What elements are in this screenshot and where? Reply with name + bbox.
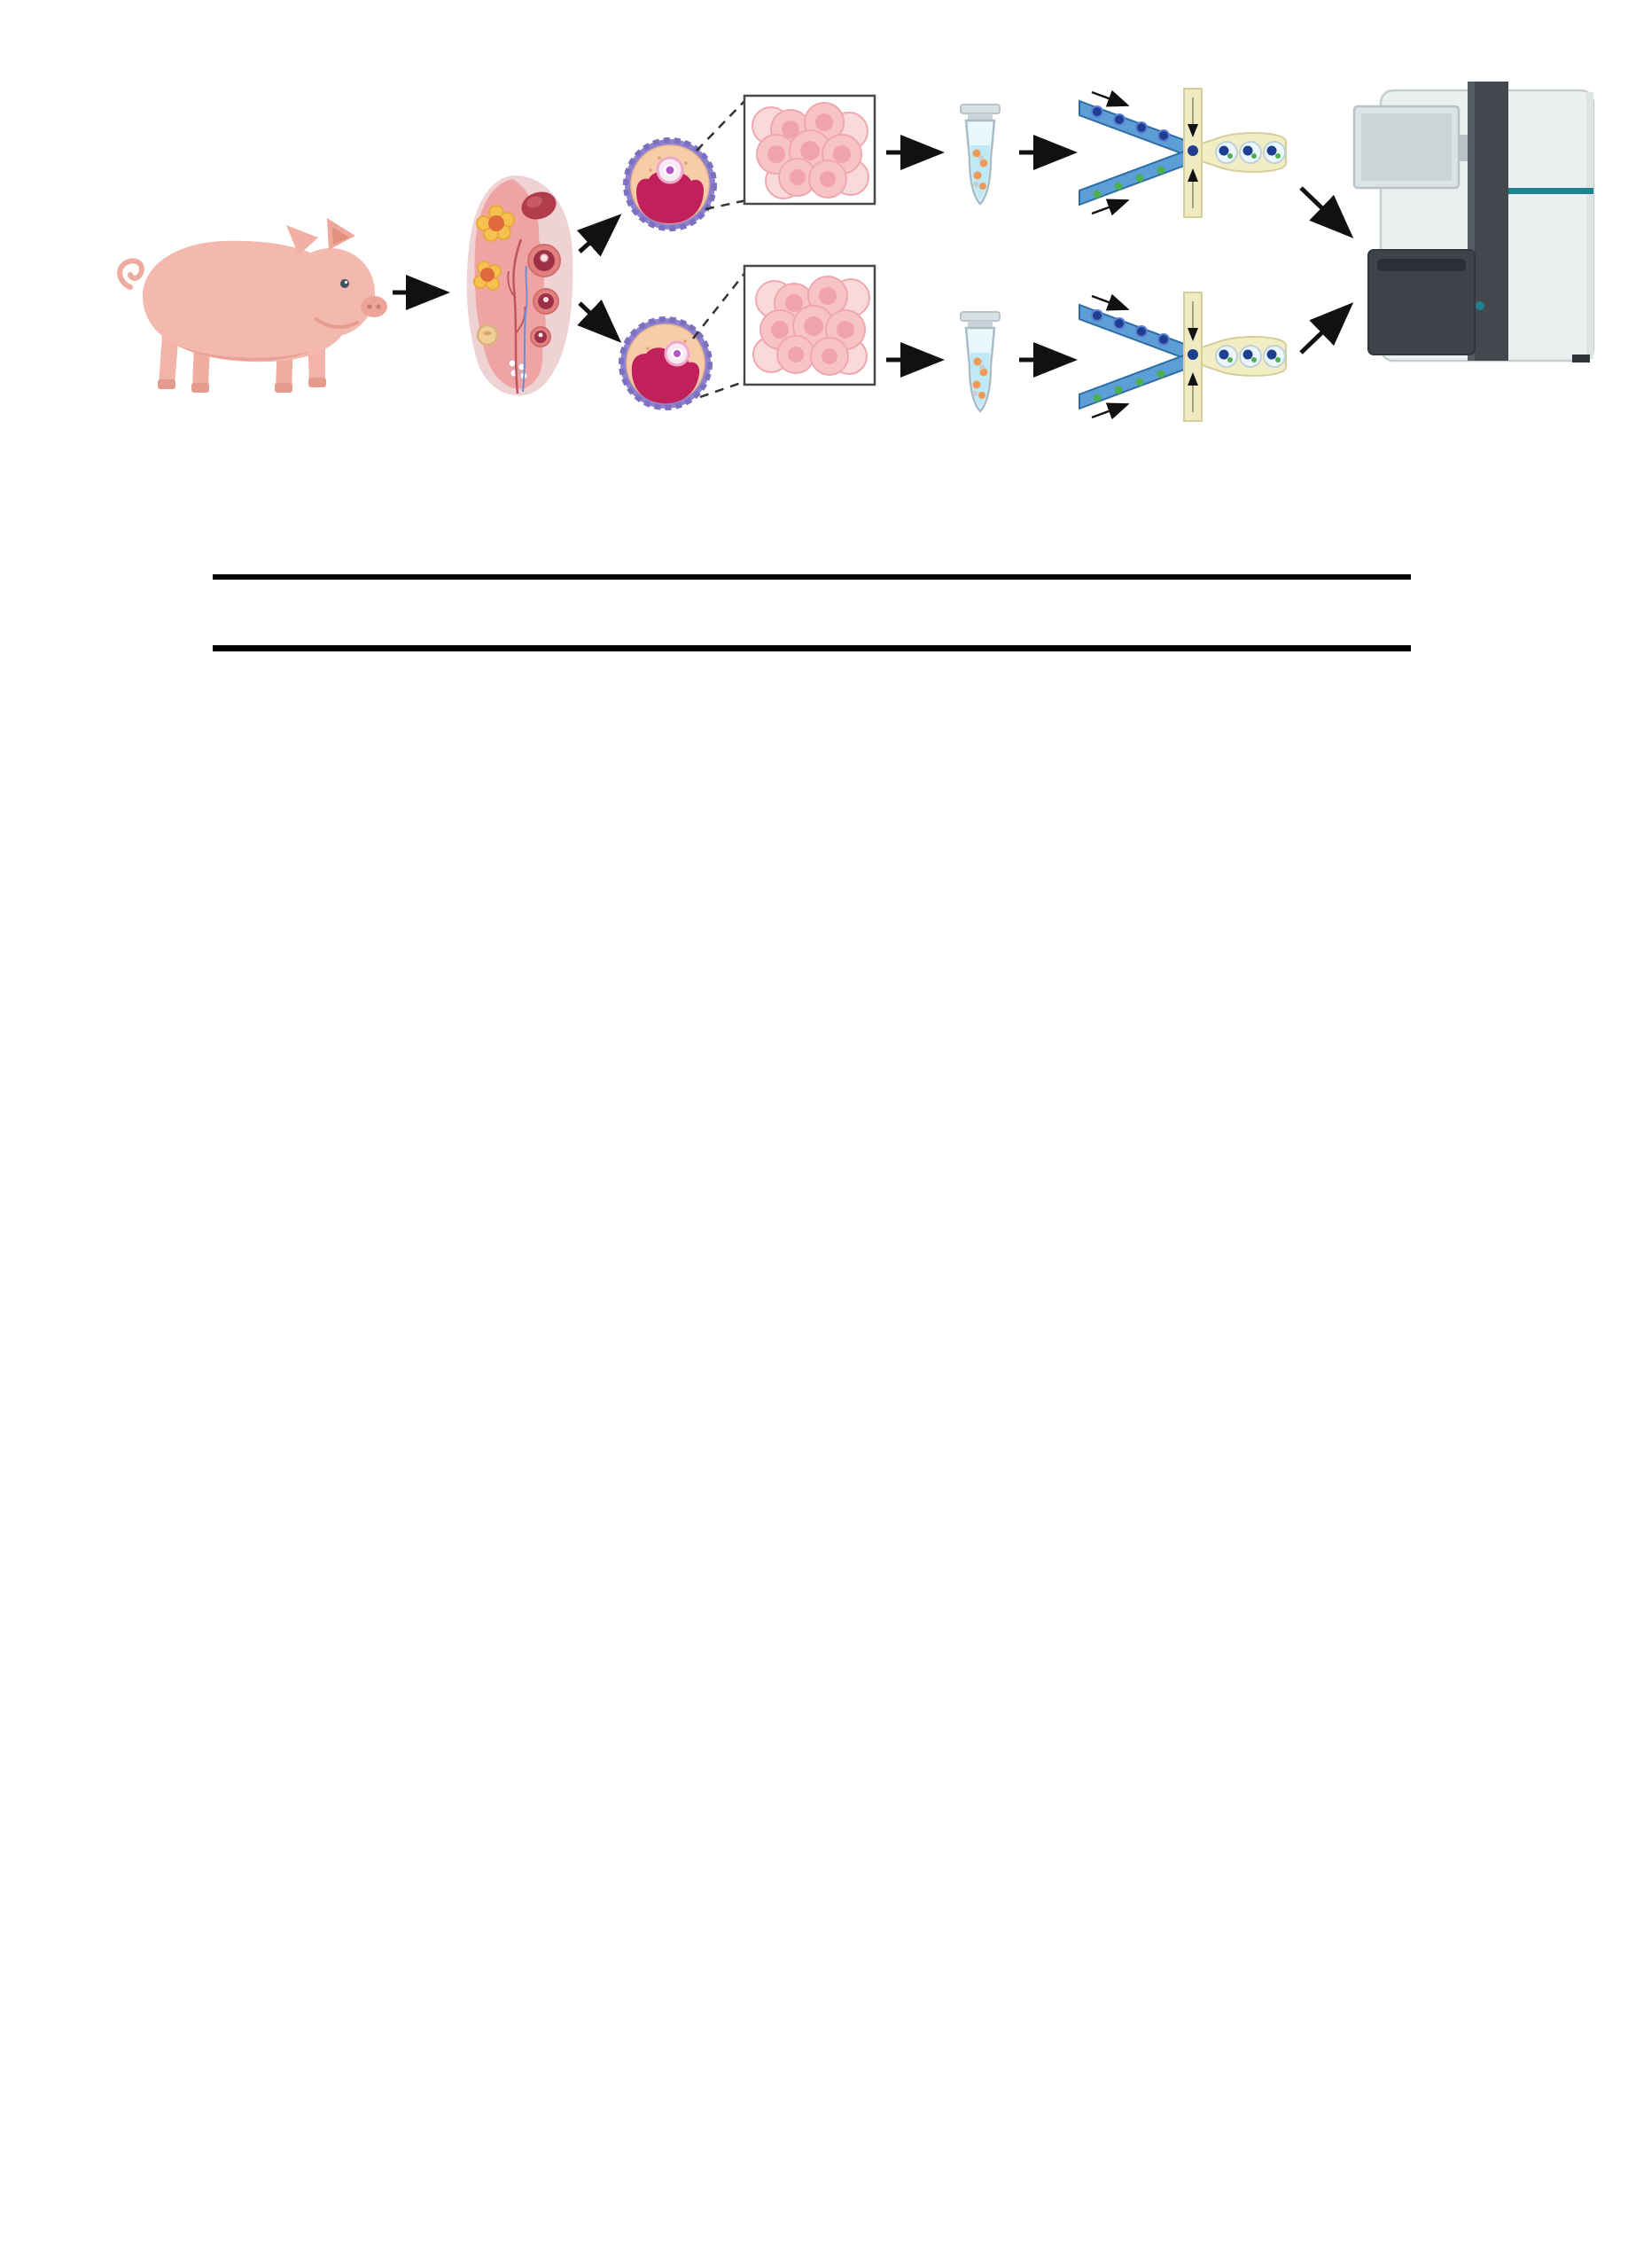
col-header-af76: [1170, 577, 1411, 649]
qc-metrics-table: [213, 574, 1411, 651]
col-header-sample-id: [213, 577, 968, 649]
table-header-row: [213, 577, 1411, 649]
col-header-af75: [968, 577, 1170, 649]
